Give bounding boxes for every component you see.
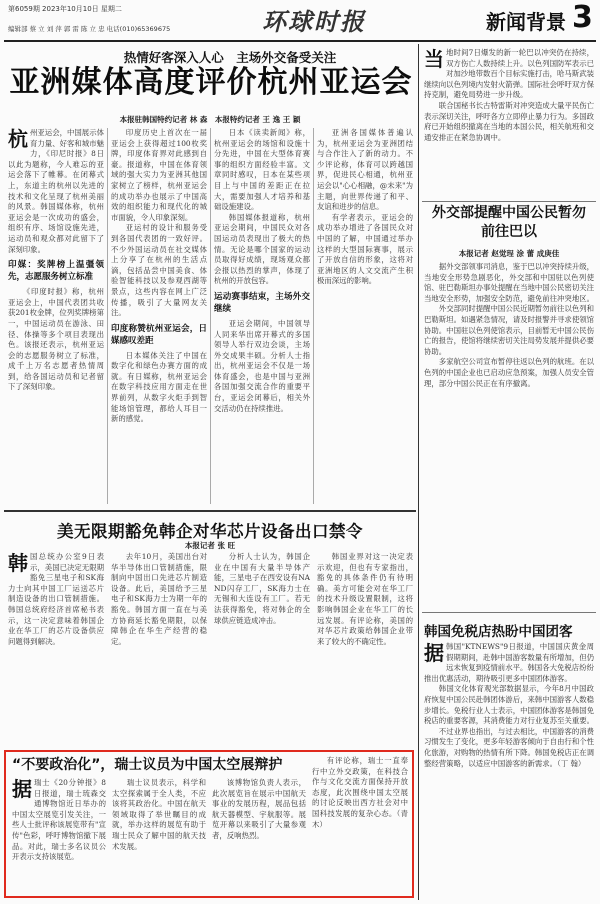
- swiss-paragraph: 该博物馆负责人表示，此次展览旨在展示中国航天事业的发展历程，展品包括航天器模型、宇航服等。展览开幕以来吸引了大量参观者，反响热烈。: [212, 778, 306, 840]
- embassy-headline: 外交部提醒中国公民暂勿前往巴以: [432, 205, 586, 240]
- lead-paragraph: 《印度时报》称，杭州亚运会上，中国代表团共收获201枚金牌，位列奖牌榜第一，中国运动员在游泳、田径、体操等多个项目表现出色。该报还表示，杭州亚运会的志愿服务树立了标准，成千上万名志愿者热情周到，给各国运动员和记者留下了深刻印象。: [8, 287, 104, 392]
- column-divider: [313, 128, 314, 504]
- chip-column-4: [317, 552, 413, 742]
- swiss-paragraph: 瑞士议员表示，科学和太空探索属于全人类，不应该将其政治化。中国在航天领域取得了举世瞩目的成就，举办这样的展览有助于瑞士民众了解中国的航天技术发展。: [112, 778, 206, 851]
- swiss-story-box: [4, 750, 414, 898]
- lead-subheading-2: 印度称赞杭州亚运会，日媒感叹差距: [111, 323, 207, 346]
- embassy-byline: 本报记者 赵觉珵 涂 蕾 成庚佳: [458, 249, 560, 258]
- mideast-story: [424, 48, 594, 198]
- swiss-column-1: [12, 778, 106, 890]
- lead-column-3: [214, 128, 310, 504]
- chip-byline: 本报记者 张 旺: [184, 541, 236, 550]
- lead-subheading-3: 运动赛事结束，主场外交继续: [214, 291, 310, 314]
- column-divider: [107, 128, 108, 504]
- lead-paragraph: 亚运村的设计和服务受到各国代表团的一致好评。不少外国运动员在社交媒体上分享了在杭州的生活点滴，包括品尝中国美食、体验智能科技以及参观西湖等景点，这些内容在网上广泛传播，吸引了大量网友关注。: [111, 223, 207, 318]
- swiss-headline: “不要政治化”，瑞士议员为中国太空展辩护: [12, 757, 283, 773]
- lead-paragraph: 有学者表示，亚运会的成功举办增进了各国民众对中国的了解，中国通过举办这样的大型国际赛事，展示了开放自信的形象，这将对亚洲地区的人文交流产生积极而深远的影响。: [317, 212, 413, 286]
- korea-paragraph: 韩国文化体育观光部数据显示，今年8月中国政府恢复中国公民赴韩团体游后，来韩中国游客人数稳步增长。免税行业人士表示，中国团体游客是韩国免税店的重要客源，其消费能力对行业复苏至关重要。: [424, 684, 594, 726]
- embassy-paragraph: 多家航空公司宣布暂停往返以色列的航班。在以色列的中国企业也已启动应急预案，加强人员安全管理，部分中国公民正在有序撤离。: [424, 357, 594, 388]
- korea-paragraph: 韩国"KTNEWS"9日报道，中国国庆黄金周假期期间，赴韩中国游客数量有所增加，但仍远未恢复到疫情前水平。韩国各大免税店纷纷推出优惠活动，期待吸引更多中国团体游客。: [424, 642, 594, 683]
- korea-paragraph: 不过业界也指出，与过去相比，中国游客的消费习惯发生了变化，更多年轻游客倾向于自由行和个性化旅游，对购物的热情有所下降。韩国免税店正在调整经营策略，以适应中国游客的新需求。（丁 翰）: [424, 726, 594, 768]
- page-number: 3: [572, 0, 593, 35]
- swiss-dropcap: 据: [12, 778, 32, 801]
- swiss-paragraph: 瑞士《20分钟报》8日报道，瑞士琉森交通博物馆近日举办的中国太空展览引发关注，一些人士批评称该展览带有"宣传"色彩，呼吁博物馆撤下展品。对此，瑞士多名议员公开表示支持该展览。: [12, 778, 106, 862]
- section-rule: [422, 612, 596, 613]
- lead-column-2: [111, 128, 207, 504]
- lead-column-1: [8, 128, 104, 504]
- lead-paragraph: 州亚运会，中国展示体育力量、好客和城市魅力，《印尼时报》8日以此为题称，今人难忘的亚运会落下了帷幕。在闭幕式上，东道主的杭州以先进的技术和文化呈现了杭州美丽的风景。韩国媒体称，杭州亚运会是一次成功的盛会，组织有序、场馆设施先进，运动员和观众都对此留下了深刻印象。: [8, 128, 104, 254]
- lead-subheading-1: 印媒：奖牌榜上温彊领先，志愿服务树立标准: [8, 260, 104, 283]
- lead-paragraph: 亚运会期间，中国领导人同来华出席开幕式的多国领导人举行双边会谈，主场外交成果丰硕。分析人士指出，杭州亚运会不仅是一场体育盛会，也是中国与亚洲各国加强交流合作的重要平台，亚运会闭幕后，相关外交活动仍在持续推进。: [214, 318, 310, 413]
- embassy-story: [424, 262, 594, 606]
- chip-dropcap: 韩: [8, 552, 28, 575]
- staff-line: 编辑部 蔡 立 刘 萍 郭 雷 陈 立 忠 电话(010)65369675: [8, 25, 171, 33]
- newspaper-logo: 环球时报: [262, 7, 366, 36]
- section-rule: [4, 510, 416, 512]
- korea-headline: 韩国免税店热盼中国团客: [424, 624, 573, 640]
- chip-paragraph: 韩国业界对这一决定表示欢迎，但也有专家指出，豁免的具体条件仍有待明确。美方可能会对在华工厂的技术升级设置限制，这将影响韩国企业在华工厂的长远发展。有评论称，美国的对华芯片政策给韩国企业带来了较大的不确定性。: [317, 552, 413, 646]
- korea-dropcap: 据: [424, 642, 444, 665]
- issue-line: 第6059期 2023年10月10日 星期二: [8, 5, 122, 13]
- swiss-column-3: [212, 778, 306, 890]
- chip-paragraph: 分析人士认为，韩国企业在中国有大量半导体产能，三星电子在西安设有NAND闪存工厂，SK海力士在无锡和大连设有工厂。若无法获得豁免，将对韩企的全球供应链造成冲击。: [214, 552, 310, 625]
- lead-paragraph: 日本媒体关注了中国在数字化和绿色办赛方面的成就。有日媒称，杭州亚运会在数字科技应用方面走在世界前列，从数字火炬手到智能场馆管理，都给人耳目一新的感觉。: [111, 350, 207, 424]
- korea-story: [424, 642, 594, 900]
- masthead-rule: [4, 40, 596, 42]
- lead-kicker: 热情好客深入人心 主场外交备受关注: [123, 50, 337, 65]
- lead-paragraph: 亚洲各国媒体普遍认为，杭州亚运会为亚洲团结与合作注入了新的动力。不少评论称，体育可以跨越国界，促进民心相通，杭州亚运会以"心心相融，@未来"为主题，向世界传递了和平、友谊和进步的信息。: [317, 128, 413, 212]
- section-title: 新闻背景: [486, 10, 566, 34]
- chip-column-3: [214, 552, 310, 742]
- chip-column-2: [111, 552, 207, 742]
- lead-paragraph: 韩国媒体报道称，杭州亚运会期间，中国民众对各国运动员表现出了极大的热情。无论是哪个国家的运动员取得好成绩，现场观众都会报以热烈的掌声，体现了杭州的开放包容。: [214, 212, 310, 286]
- column-divider: [210, 128, 211, 504]
- mideast-paragraph: 联合国秘书长古特雷斯对冲突造成大量平民伤亡表示深切关注，呼吁各方立即停止暴力行为。多国政府已开始组织撤离在当地的本国公民，相关航班和交通安排正在紧急协调中。: [424, 100, 594, 142]
- chip-headline: 美无限期豁免韩企对华芯片设备出口禁令: [57, 522, 363, 541]
- swiss-column-2: [112, 778, 206, 890]
- lead-paragraph: 日本《读卖新闻》称，杭州亚运会的场馆和设施十分先进，中国在大型体育赛事的组织方面经验丰富。文章同时感叹，日本在某些项目上与中国的差距正在拉大，需要加强人才培养和基础设施建设。: [214, 128, 310, 212]
- chip-paragraph: 国总统办公室9日表示，美国已决定无限期豁免三星电子和SK海力士向其中国工厂运送芯片制造设备的出口管制措施。韩国总统府经济首席秘书表示，这一决定意味着韩国企业在华工厂的芯片设备供应问题得到解决。: [8, 552, 104, 646]
- lead-headline: 亚洲媒体高度评价杭州亚运会: [9, 65, 413, 100]
- lead-byline: 本报驻韩国特约记者 林 森 本报特约记者 王 逸 王 颖: [119, 115, 301, 124]
- embassy-paragraph: 据外交部领事司消息，鉴于巴以冲突持续升级，当地安全形势急剧恶化，外交部和中国驻以色列使馆、驻巴勒斯坦办事处提醒在当地中国公民密切关注当地安全形势，加强安全防范，避免前往冲突地区。: [424, 262, 594, 303]
- section-rule: [422, 201, 596, 202]
- mideast-paragraph: 地时间7日爆发的新一轮巴以冲突仍在持续，双方伤亡人数持续上升。以色列国防军表示已对加沙地带数百个目标实施打击，哈马斯武装继续向以色列境内发射火箭弹。国际社会呼吁双方保持克制，避免局势进一步升级。: [424, 48, 594, 100]
- mideast-dropcap: 当: [424, 48, 444, 71]
- embassy-paragraph: 外交部同时提醒中国公民近期暂勿前往以色列和巴勒斯坦。如遇紧急情况，请及时报警并寻求使领馆协助。中国驻以色列使馆表示，目前暂无中国公民伤亡的报告，使馆将继续密切关注局势发展并提供必要协助。: [424, 304, 594, 356]
- lead-paragraph: 印度历史上首次在一届亚运会上获得超过100枚奖牌，印度体育界对此感到自豪。报道称，中国在体育领域的强大实力为亚洲其他国家树立了榜样，杭州亚运会的成功举办也展示了中国高效的组织能力和现代化的城市面貌，令人印象深刻。: [111, 128, 207, 222]
- lead-dropcap: 杭: [8, 128, 28, 151]
- section-divider: [418, 44, 419, 900]
- swiss-column-4: [312, 756, 408, 890]
- swiss-paragraph: 有评论称，瑞士一直奉行中立外交政策，在科技合作与文化交流方面保持开放态度，此次围绕中国太空展的讨论反映出西方社会对中国科技发展的复杂心态。（青 木）: [312, 756, 408, 829]
- chip-column-1: [8, 552, 104, 742]
- lead-column-4: [317, 128, 413, 504]
- chip-paragraph: 去年10月，美国出台对华半导体出口管制措施，限制向中国出口先进芯片制造设备。此后，美国给予三星电子和SK海力士为期一年的豁免。韩国方面一直在与美方协商延长豁免期限，以保障韩企在华生产经营的稳定。: [111, 552, 207, 646]
